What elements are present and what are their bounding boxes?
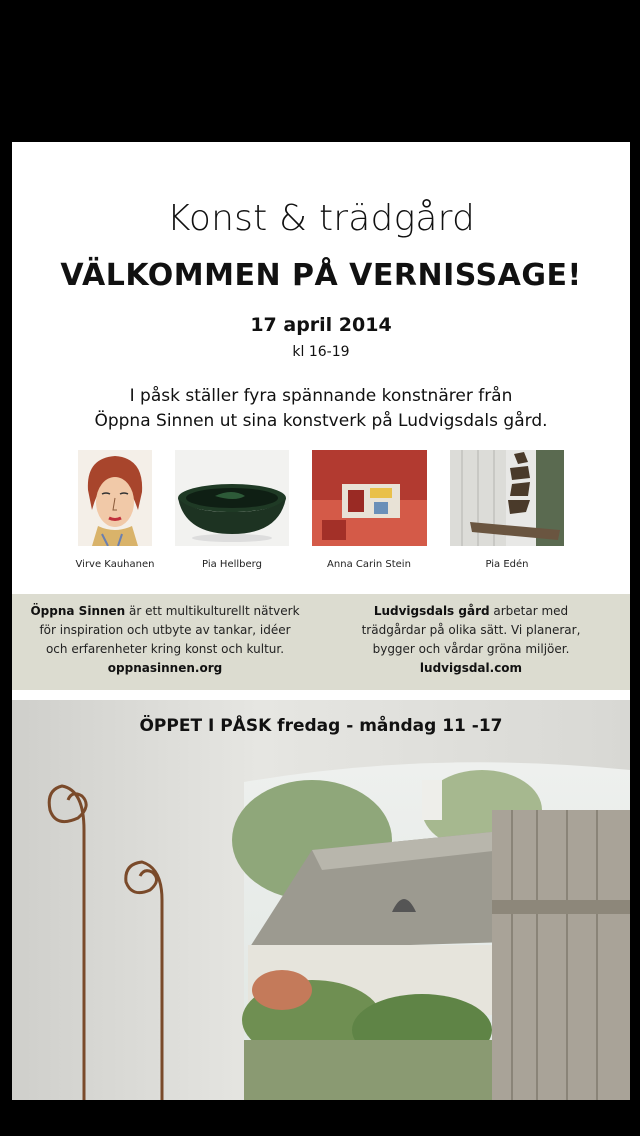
artist-name: Anna Carin Stein: [327, 559, 411, 570]
org-description: och erfarenheter kring konst och kultur.: [45, 642, 285, 656]
org-website-link[interactable]: oppnasinnen.org: [107, 661, 223, 675]
org-description: är ett multikulturellt nätverk: [125, 604, 300, 618]
artwork-bowl-image: [175, 450, 289, 546]
garden-doorway-photo: [12, 700, 630, 1100]
artist-name: Pia Hellberg: [202, 559, 262, 570]
info-oppna-sinnen: [30, 602, 300, 678]
intro-line-2: Öppna Sinnen ut sina konstverk på Ludvigsdals gård.: [94, 411, 548, 431]
artwork-abstract-image: [312, 450, 427, 546]
poster-headline: VÄLKOMMEN PÅ VERNISSAGE!: [60, 258, 582, 293]
intro-line-1: I påsk ställer fyra spännande konstnärer från: [129, 386, 513, 406]
artwork-portrait-image: [78, 450, 152, 546]
poster: [12, 142, 630, 1100]
org-description: bygger och vårdar gröna miljöer.: [372, 642, 570, 656]
info-band: [12, 594, 630, 690]
org-description: trädgårdar på olika sätt. Vi planerar,: [361, 623, 581, 637]
org-description: för inspiration och utbyte av tankar, idéer: [39, 623, 291, 637]
artwork-driftwood-image: [450, 450, 564, 546]
artist-name: Pia Edén: [485, 559, 529, 570]
org-name: Ludvigsdals gård: [373, 604, 490, 618]
org-description: arbetar med: [489, 604, 569, 618]
artist-name: Virve Kauhanen: [75, 559, 155, 570]
opening-hours: ÖPPET I PÅSK fredag - måndag 11 -17: [139, 716, 503, 736]
event-time: kl 16-19: [292, 344, 350, 360]
info-ludvigsdals-gard: [336, 602, 606, 678]
org-website-link[interactable]: ludvigsdal.com: [419, 661, 523, 675]
poster-title: Konst & trädgård: [166, 198, 476, 239]
event-date: 17 april 2014: [250, 314, 392, 336]
org-name: Öppna Sinnen: [30, 604, 126, 618]
intro-text: [52, 384, 590, 434]
